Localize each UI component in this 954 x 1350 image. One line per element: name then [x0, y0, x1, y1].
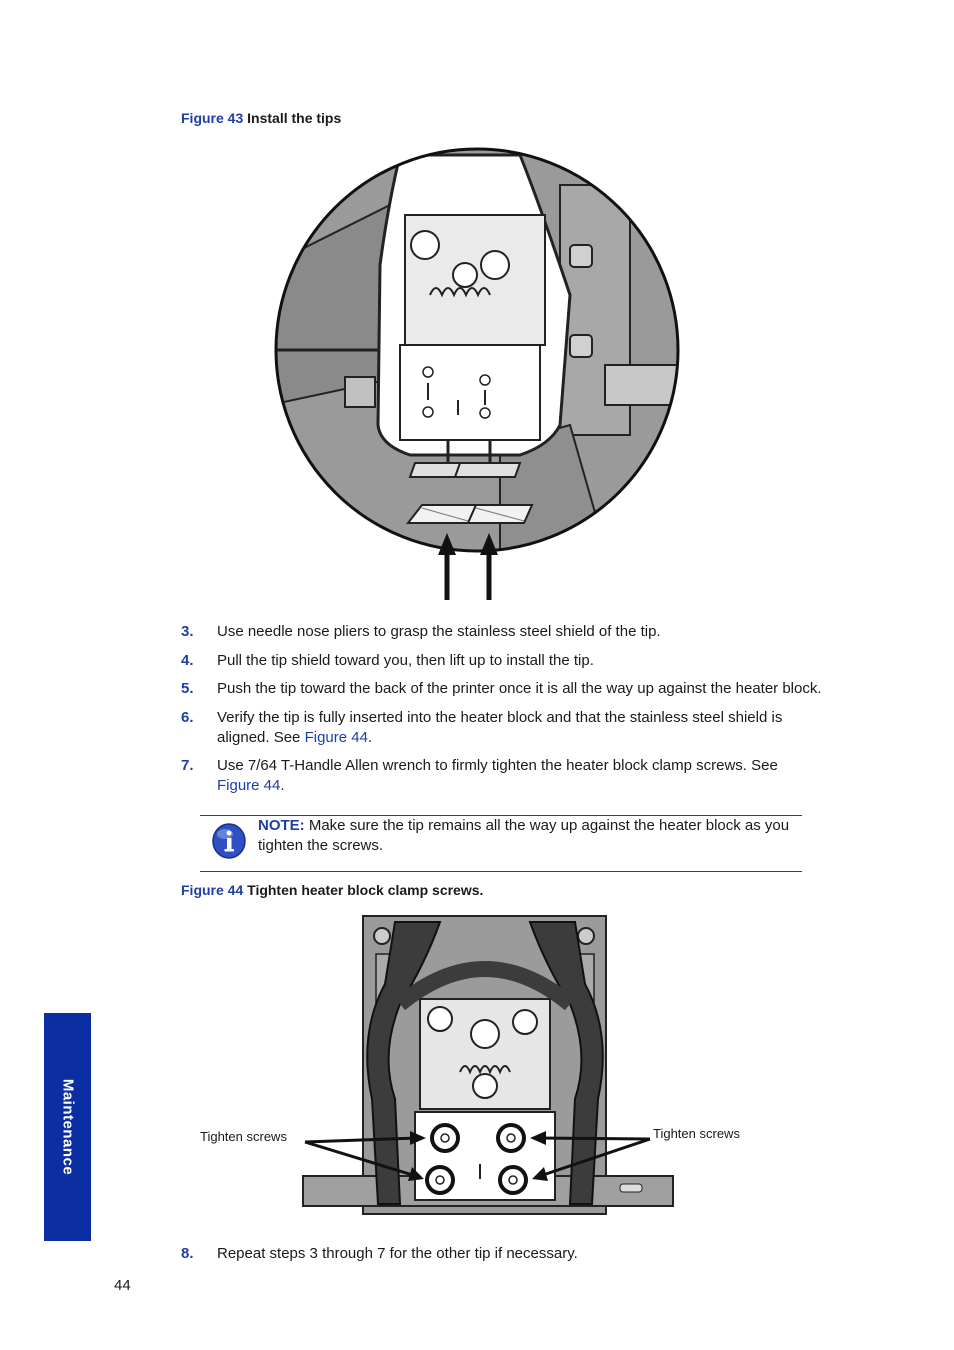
figure-43-number: Figure 43 [181, 110, 244, 126]
step-number: 8. [181, 1245, 194, 1262]
figure-44-title: Tighten heater block clamp screws. [247, 882, 484, 898]
section-tab [44, 1013, 91, 1241]
step-number: 7. [181, 757, 194, 774]
note-label: NOTE: [258, 817, 305, 834]
figure-43-illustration [270, 145, 690, 605]
figure-44-link[interactable]: Figure 44 [304, 729, 368, 746]
page-number: 44 [114, 1277, 131, 1294]
info-icon [212, 823, 246, 859]
step-text: Repeat steps 3 through 7 for the other tip if necessary. [217, 1245, 578, 1262]
note-body: Make sure the tip remains all the way up against the heater block as you tighten the screws. [258, 817, 790, 854]
note-text [258, 816, 798, 856]
step-text: Verify the tip is fully inserted into the heater block and that the stainless steel shield is aligned. See Figure 44. [217, 709, 783, 746]
figure-44-number: Figure 44 [181, 882, 244, 898]
figure-43-title: Install the tips [247, 110, 342, 126]
step-number: 5. [181, 680, 194, 697]
figure-44-illustration [300, 914, 680, 1219]
step-text: Pull the tip shield toward you, then lift up to install the tip. [217, 652, 594, 669]
figure-43-caption [181, 110, 341, 126]
figure-44-link[interactable]: Figure 44 [217, 777, 281, 794]
step-text: Use needle nose pliers to grasp the stainless steel shield of the tip. [217, 623, 661, 640]
step-number: 6. [181, 709, 194, 726]
section-tab-label: Maintenance [59, 1078, 76, 1176]
step-text: Push the tip toward the back of the printer once it is all the way up against the heater block. [217, 680, 822, 697]
step-number: 4. [181, 652, 194, 669]
figure-44-caption [181, 882, 483, 898]
callout-left: Tighten screws [200, 1129, 287, 1144]
callout-right: Tighten screws [653, 1126, 740, 1141]
step-number: 3. [181, 623, 194, 640]
note-bottom-rule [200, 871, 802, 872]
step-text: Use 7/64 T-Handle Allen wrench to firmly tighten the heater block clamp screws. See Figure 44. [217, 757, 778, 794]
